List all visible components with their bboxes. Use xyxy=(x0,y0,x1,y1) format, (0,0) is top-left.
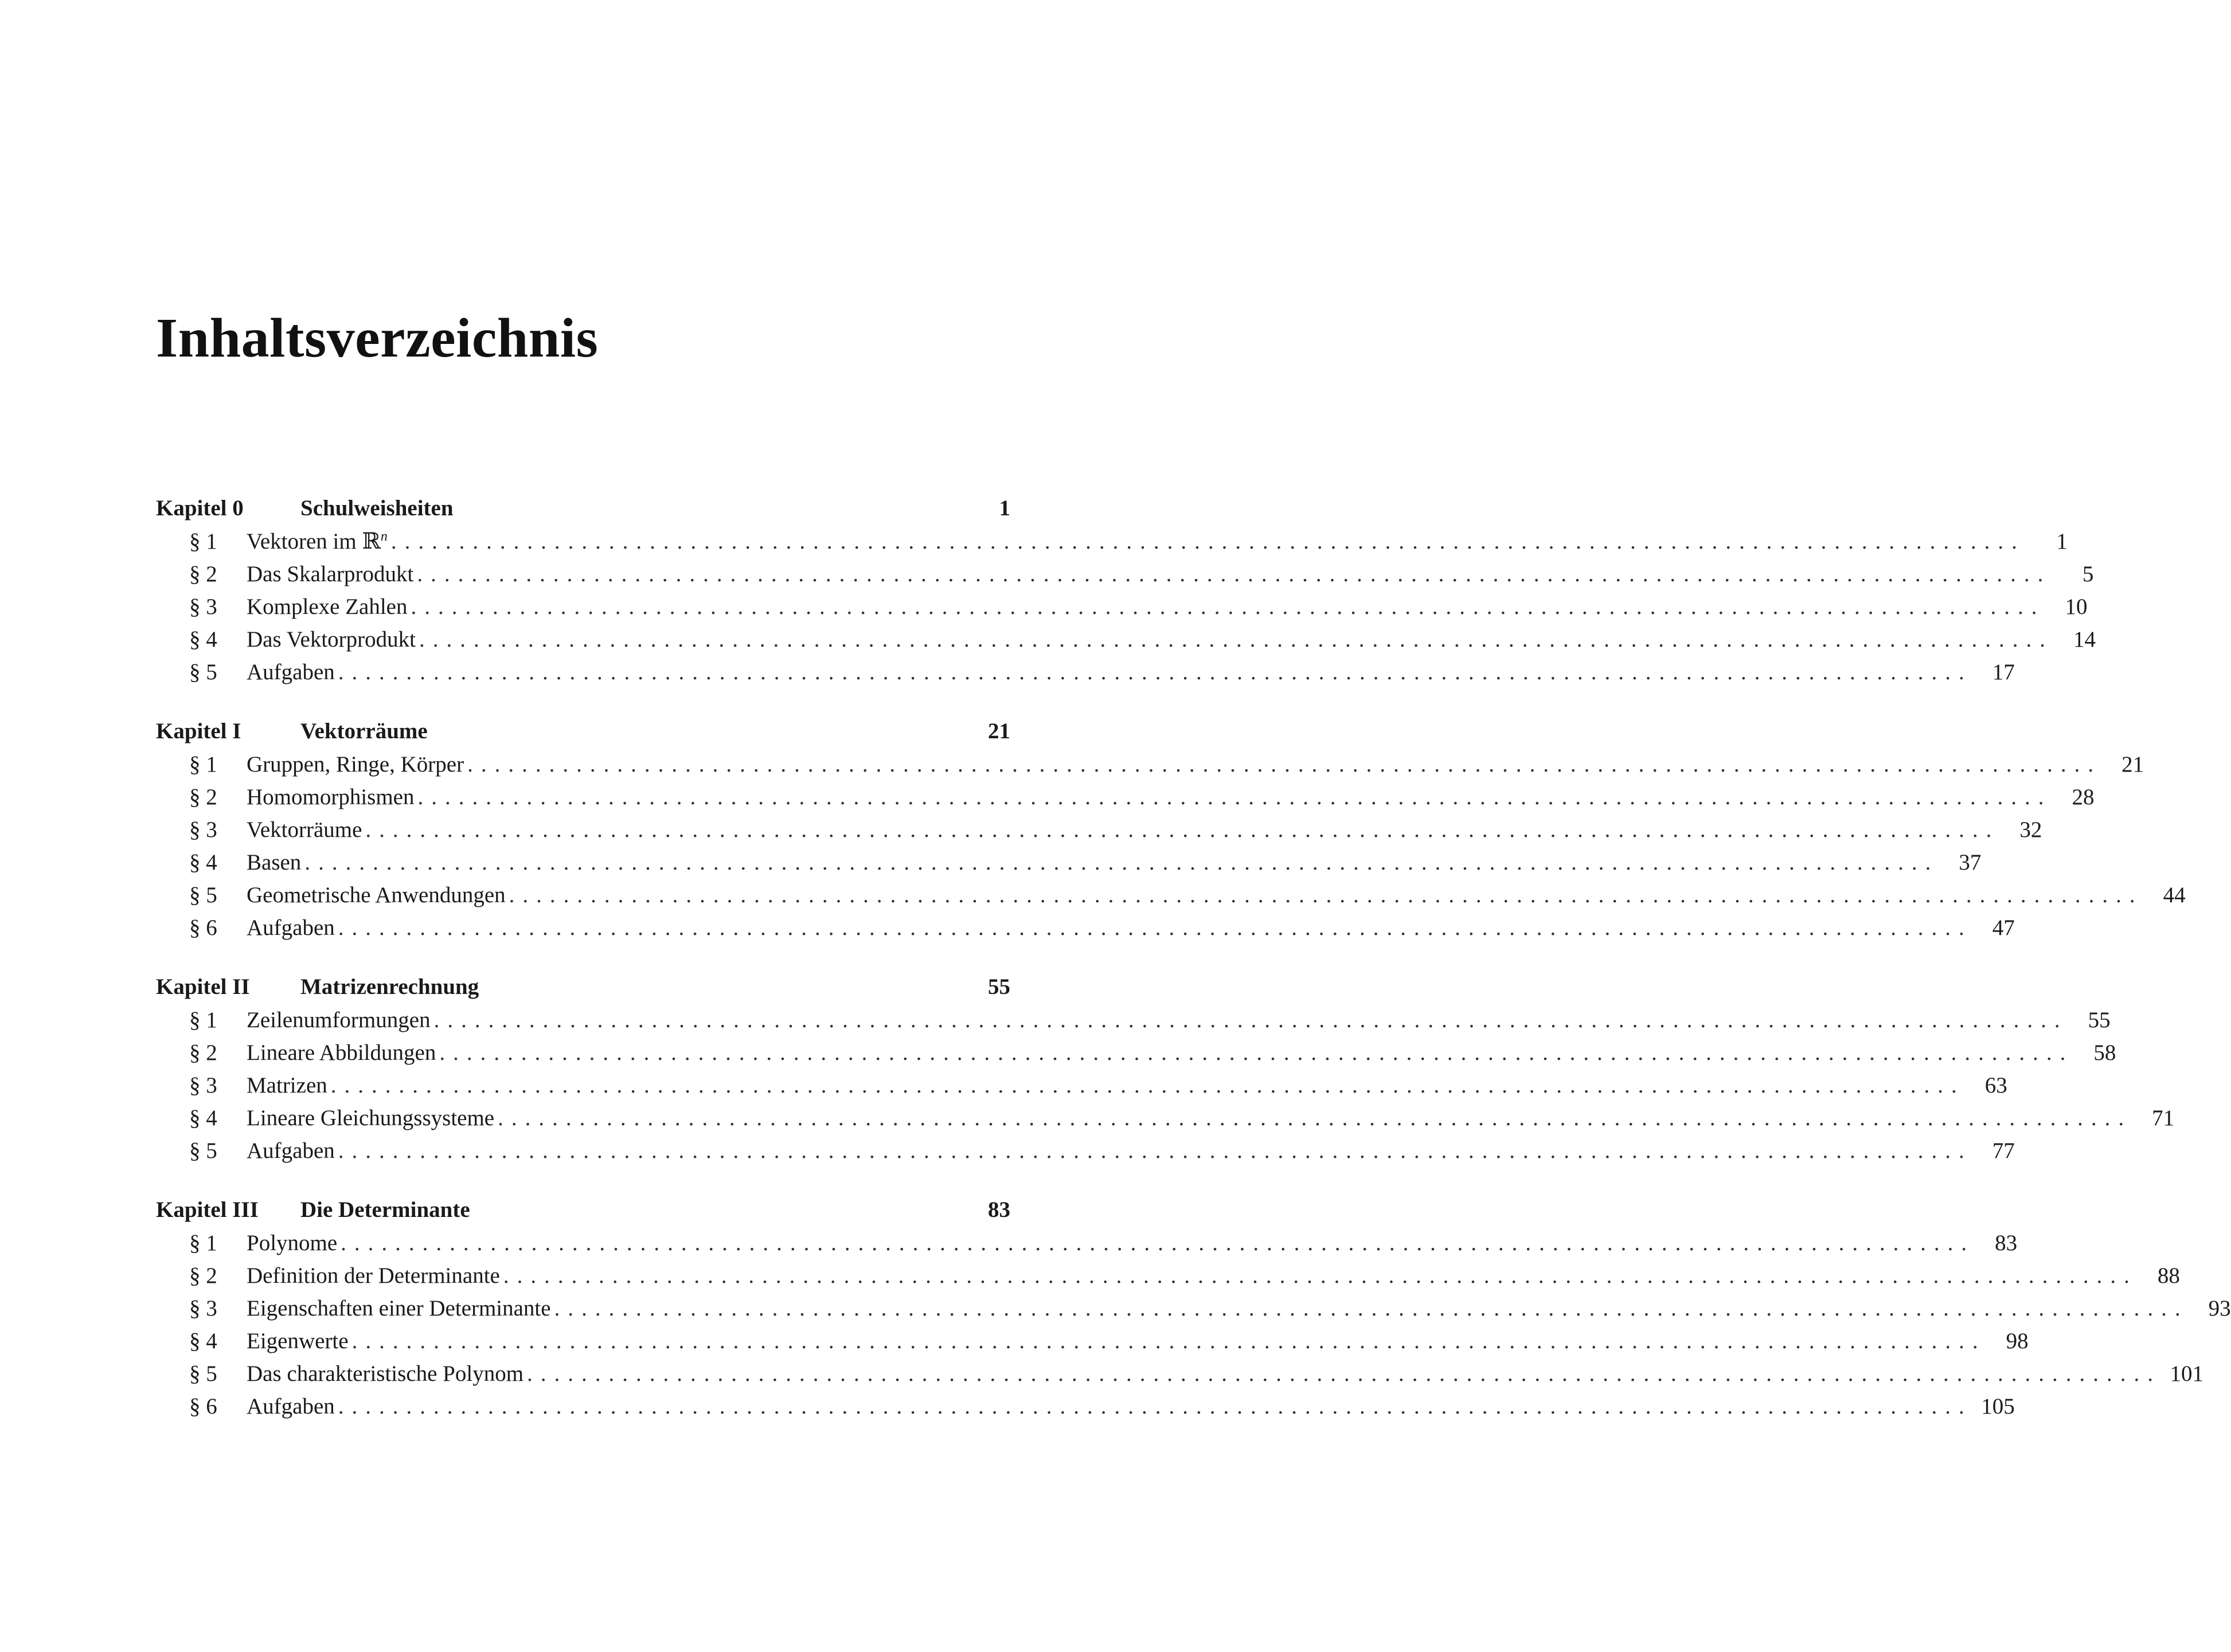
table-of-contents xyxy=(156,492,2231,1449)
toc-entry[interactable] xyxy=(156,1259,2180,1292)
section-page-number: 93 xyxy=(2208,1296,2231,1321)
section-page-number: 28 xyxy=(2072,785,2095,809)
section-number: § 4 xyxy=(189,1329,217,1353)
dot-leader: ........................................................................................................................ xyxy=(419,627,2053,652)
section-title: Aufgaben xyxy=(247,660,335,684)
dot-leader: ........................................................................................................................ xyxy=(503,1263,2138,1288)
toc-entry[interactable] xyxy=(156,846,1982,879)
chapter-0 xyxy=(156,492,2096,688)
section-number: § 2 xyxy=(189,1263,217,1288)
section-number: § 3 xyxy=(189,594,217,619)
section-number: § 3 xyxy=(189,817,217,842)
chapter-3 xyxy=(156,1193,2231,1423)
chapter-name: Vektorräume xyxy=(300,719,428,743)
section-page-number: 63 xyxy=(1984,1073,2007,1098)
toc-entry[interactable] xyxy=(156,748,2144,781)
section-title: Das charakteristische Polynom xyxy=(247,1361,524,1386)
section-title: Geometrische Anwendungen xyxy=(247,883,506,907)
toc-entry[interactable] xyxy=(156,1390,2015,1423)
dot-leader: ........................................................................................................................ xyxy=(467,752,2102,777)
section-number: § 5 xyxy=(189,660,217,684)
section-title: Vektorräume xyxy=(247,817,362,842)
section-number: § 4 xyxy=(189,1106,217,1130)
toc-entry[interactable] xyxy=(156,1292,2231,1325)
section-number: § 4 xyxy=(189,850,217,875)
dot-leader: ........................................................................................................................ xyxy=(365,817,2000,842)
chapter-2 xyxy=(156,970,2175,1167)
section-title: Komplexe Zahlen xyxy=(247,594,408,619)
section-number: § 6 xyxy=(189,915,217,940)
chapter-heading[interactable] xyxy=(156,492,1010,525)
section-title: Aufgaben xyxy=(247,915,335,940)
section-page-number: 44 xyxy=(2163,883,2186,907)
chapter-label: Kapitel I xyxy=(156,719,241,743)
chapter-label: Kapitel II xyxy=(156,974,250,999)
chapter-page-number: 1 xyxy=(999,496,1010,520)
section-number: § 1 xyxy=(189,1231,217,1255)
section-number: § 1 xyxy=(189,752,217,777)
toc-entry[interactable] xyxy=(156,1134,2015,1167)
section-number: § 4 xyxy=(189,627,217,652)
section-number: § 2 xyxy=(189,785,217,809)
section-page-number: 55 xyxy=(2088,1008,2111,1032)
dot-leader: ........................................................................................................................ xyxy=(433,1008,2068,1032)
toc-entry[interactable] xyxy=(156,1102,2175,1134)
section-number: § 5 xyxy=(189,1361,217,1386)
section-title: Lineare Gleichungssysteme xyxy=(247,1106,495,1130)
section-page-number: 105 xyxy=(1981,1394,2015,1419)
section-page-number: 21 xyxy=(2121,752,2144,777)
chapter-name: Die Determinante xyxy=(300,1197,470,1222)
section-page-number: 101 xyxy=(2170,1361,2204,1386)
section-title: Matrizen xyxy=(247,1073,327,1098)
toc-entry[interactable] xyxy=(156,1227,2018,1259)
dot-leader: ........................................................................................................................ xyxy=(498,1106,2132,1130)
section-number: § 6 xyxy=(189,1394,217,1419)
section-title: Zeilenumformungen xyxy=(247,1008,431,1032)
section-title: Eigenschaften einer Determinante xyxy=(247,1296,551,1321)
section-title: Eigenwerte xyxy=(247,1329,349,1353)
section-title xyxy=(247,525,391,558)
section-number: § 5 xyxy=(189,883,217,907)
dot-leader: ........................................................................................................................ xyxy=(509,883,2143,907)
chapter-label: Kapitel III xyxy=(156,1197,259,1222)
section-page-number: 58 xyxy=(2093,1040,2116,1065)
dot-leader: ........................................................................................................................ xyxy=(390,529,2025,554)
dot-leader: ........................................................................................................................ xyxy=(554,1296,2189,1321)
section-number: § 2 xyxy=(189,562,217,586)
chapter-heading[interactable] xyxy=(156,970,1010,1004)
toc-entry[interactable] xyxy=(156,813,2042,846)
chapter-page-number: 55 xyxy=(988,974,1010,999)
toc-entry[interactable] xyxy=(156,879,2186,911)
dot-leader: ........................................................................................................................ xyxy=(304,850,1939,875)
dot-leader: ........................................................................................................................ xyxy=(330,1073,1965,1098)
section-page-number: 71 xyxy=(2152,1106,2175,1130)
section-number: § 1 xyxy=(189,1008,217,1032)
section-number: § 3 xyxy=(189,1073,217,1098)
toc-entry[interactable] xyxy=(156,656,2015,688)
section-title: Das Skalarprodukt xyxy=(247,562,414,586)
toc-entry[interactable] xyxy=(156,558,2094,590)
chapter-name: Schulweisheiten xyxy=(300,496,454,520)
chapter-heading[interactable] xyxy=(156,715,1010,748)
toc-entry[interactable] xyxy=(156,623,2096,656)
section-title-text: Vektoren im ℝ xyxy=(247,529,381,554)
section-title: Gruppen, Ringe, Körper xyxy=(247,752,464,777)
dot-leader: ........................................................................................................................ xyxy=(341,1231,1975,1255)
superscript-n: n xyxy=(380,529,388,544)
section-page-number: 17 xyxy=(1992,660,2015,684)
section-title: Homomorphismen xyxy=(247,785,415,809)
dot-leader: ........................................................................................................................ xyxy=(338,1394,1972,1419)
page-title: Inhaltsverzeichnis xyxy=(156,307,599,369)
section-number: § 1 xyxy=(189,529,217,554)
chapter-page-number: 21 xyxy=(988,719,1010,743)
toc-entry[interactable] xyxy=(156,525,2068,558)
toc-entry[interactable] xyxy=(156,1069,2007,1102)
chapter-name: Matrizenrechnung xyxy=(300,974,479,999)
dot-leader: ........................................................................................................................ xyxy=(527,1361,2162,1386)
toc-entry[interactable] xyxy=(156,1325,2029,1357)
dot-leader: ........................................................................................................................ xyxy=(417,562,2052,586)
section-page-number: 10 xyxy=(2065,594,2088,619)
section-page-number: 88 xyxy=(2157,1263,2180,1288)
section-page-number: 1 xyxy=(2056,529,2068,554)
toc-entry[interactable] xyxy=(156,781,2095,813)
chapter-page-number: 83 xyxy=(988,1197,1010,1222)
toc-entry[interactable] xyxy=(156,1036,2116,1069)
section-page-number: 37 xyxy=(1959,850,1982,875)
section-title: Das Vektorprodukt xyxy=(247,627,416,652)
toc-entry[interactable] xyxy=(156,590,2088,623)
section-title: Polynome xyxy=(247,1231,338,1255)
section-title: Basen xyxy=(247,850,302,875)
section-page-number: 5 xyxy=(2082,562,2094,586)
dot-leader: ........................................................................................................................ xyxy=(338,1138,1972,1163)
section-page-number: 14 xyxy=(2073,627,2096,652)
section-title: Definition der Determinante xyxy=(247,1263,500,1288)
section-title: Aufgaben xyxy=(247,1138,335,1163)
toc-entry[interactable] xyxy=(156,1004,2111,1036)
section-number: § 5 xyxy=(189,1138,217,1163)
toc-entry[interactable] xyxy=(156,1357,2204,1390)
section-page-number: 98 xyxy=(2006,1329,2029,1353)
dot-leader: ........................................................................................................................ xyxy=(439,1040,2074,1065)
section-page-number: 32 xyxy=(2019,817,2042,842)
section-page-number: 47 xyxy=(1992,915,2015,940)
section-page-number: 83 xyxy=(1995,1231,2018,1255)
section-page-number: 77 xyxy=(1992,1138,2015,1163)
toc-entry[interactable] xyxy=(156,911,2015,944)
dot-leader: ........................................................................................................................ xyxy=(338,915,1972,940)
chapter-1 xyxy=(156,715,2186,944)
section-title: Lineare Abbildungen xyxy=(247,1040,436,1065)
dot-leader: ........................................................................................................................ xyxy=(417,785,2052,809)
chapter-label: Kapitel 0 xyxy=(156,496,244,520)
dot-leader: ........................................................................................................................ xyxy=(351,1329,1986,1353)
dot-leader: ........................................................................................................................ xyxy=(338,660,1972,684)
chapter-heading[interactable] xyxy=(156,1193,1010,1227)
section-number: § 2 xyxy=(189,1040,217,1065)
section-title: Aufgaben xyxy=(247,1394,335,1419)
dot-leader: ........................................................................................................................ xyxy=(411,594,2045,619)
section-number: § 3 xyxy=(189,1296,217,1321)
